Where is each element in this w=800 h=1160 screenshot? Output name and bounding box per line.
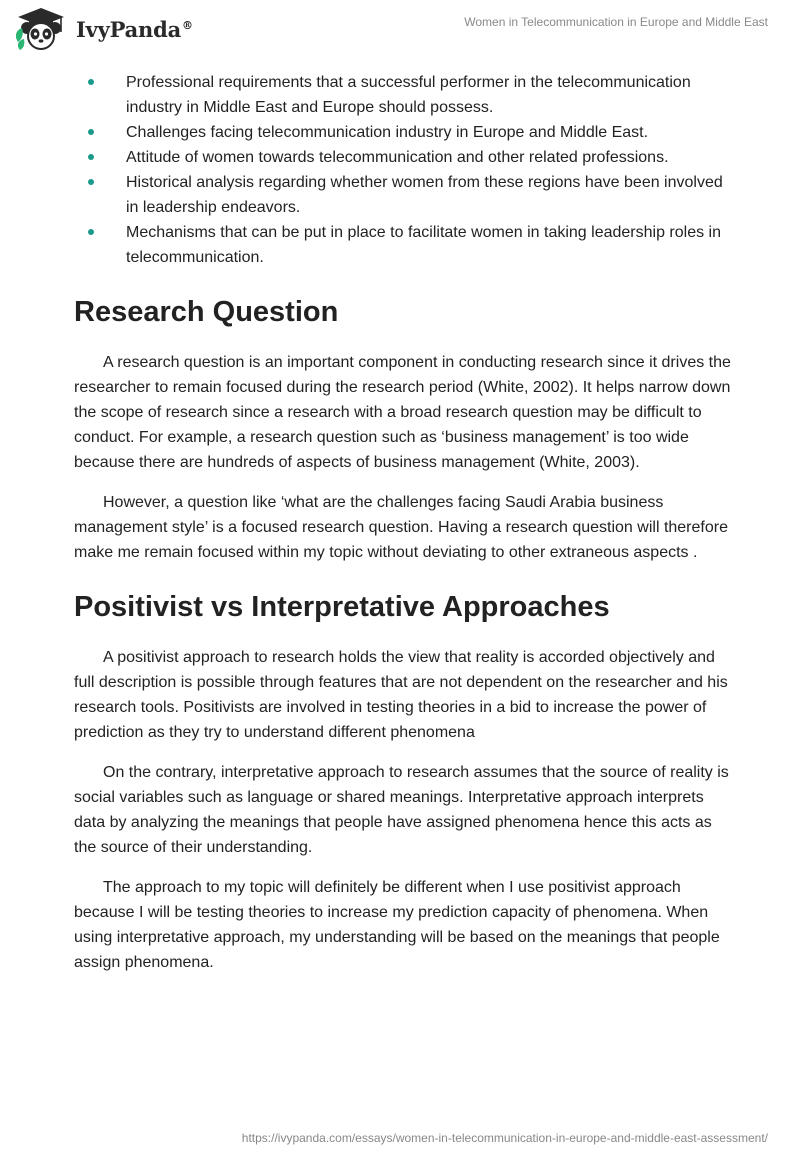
list-item bbox=[74, 170, 734, 220]
document-title: Women in Telecommunication in Europe and Middle East bbox=[464, 15, 768, 29]
list-item bbox=[74, 145, 734, 170]
bullet-dot-icon bbox=[88, 179, 94, 185]
list-item-text: Mechanisms that can be put in place to facilitate women in taking leadership roles in telecommunication. bbox=[126, 224, 721, 266]
logo-wordmark: IvyPanda® bbox=[76, 16, 193, 42]
list-item-text: Historical analysis regarding whether women from these regions have been involved in leadership endeavors. bbox=[126, 174, 723, 216]
paragraph: The approach to my topic will definitely be different when I use positivist approach because I will be testing theories to increase my prediction capacity of phenomena. When using interpretative approach, my understanding will be based on the meanings that people assign phenomena. bbox=[74, 879, 720, 971]
list-item-text: Professional requirements that a successful performer in the telecommunication industry in Middle East and Europe should possess. bbox=[126, 74, 691, 116]
paragraph: A positivist approach to research holds the view that reality is accorded objectively and full description is possible through features that are not dependent on the researcher and his research tools. Positivists are involved in testing theories in a bid to increase the power of prediction as they try to understand different phenomena bbox=[74, 649, 728, 741]
paragraph: However, a question like ‘what are the challenges facing Saudi Arabia business management style’ is a focused research question. Having a research question will therefore make me remain focused within my topic without deviating to other extraneous aspects . bbox=[74, 494, 728, 561]
paragraph: On the contrary, interpretative approach to research assumes that the source of reality is social variables such as language or shared meanings. Interpretative approach interprets data by analyzing the meanings that people have assigned phenomena hence this acts as the source of their understanding. bbox=[74, 764, 729, 856]
list-item-text: Attitude of women towards telecommunication and other related professions. bbox=[126, 149, 669, 166]
source-url[interactable]: https://ivypanda.com/essays/women-in-telecommunication-in-europe-and-middle-east-assessment/ bbox=[241, 1131, 768, 1145]
list-item bbox=[74, 220, 734, 270]
list-item bbox=[74, 70, 734, 120]
panda-graduate-icon bbox=[12, 6, 70, 52]
bullet-dot-icon bbox=[88, 154, 94, 160]
paragraph: A research question is an important component in conducting research since it drives the researcher to remain focused during the research period (White, 2002). It helps narrow down the scope of research since a research with a broad research question may be difficult to conduct. For example, a research question such as ‘business management’ is too wide because there are hundreds of aspects of business management (White, 2003). bbox=[74, 354, 731, 471]
page-header bbox=[0, 0, 800, 60]
essay-content bbox=[74, 70, 734, 990]
section-heading-research-question: Research Question bbox=[74, 296, 339, 328]
list-item bbox=[74, 120, 734, 145]
bullet-list bbox=[74, 70, 734, 270]
ivypanda-logo[interactable] bbox=[12, 6, 193, 52]
bullet-dot-icon bbox=[88, 129, 94, 135]
section-heading-approaches: Positivist vs Interpretative Approaches bbox=[74, 591, 610, 623]
list-item-text: Challenges facing telecommunication industry in Europe and Middle East. bbox=[126, 124, 649, 141]
bullet-dot-icon bbox=[88, 79, 94, 85]
bullet-dot-icon bbox=[88, 229, 94, 235]
